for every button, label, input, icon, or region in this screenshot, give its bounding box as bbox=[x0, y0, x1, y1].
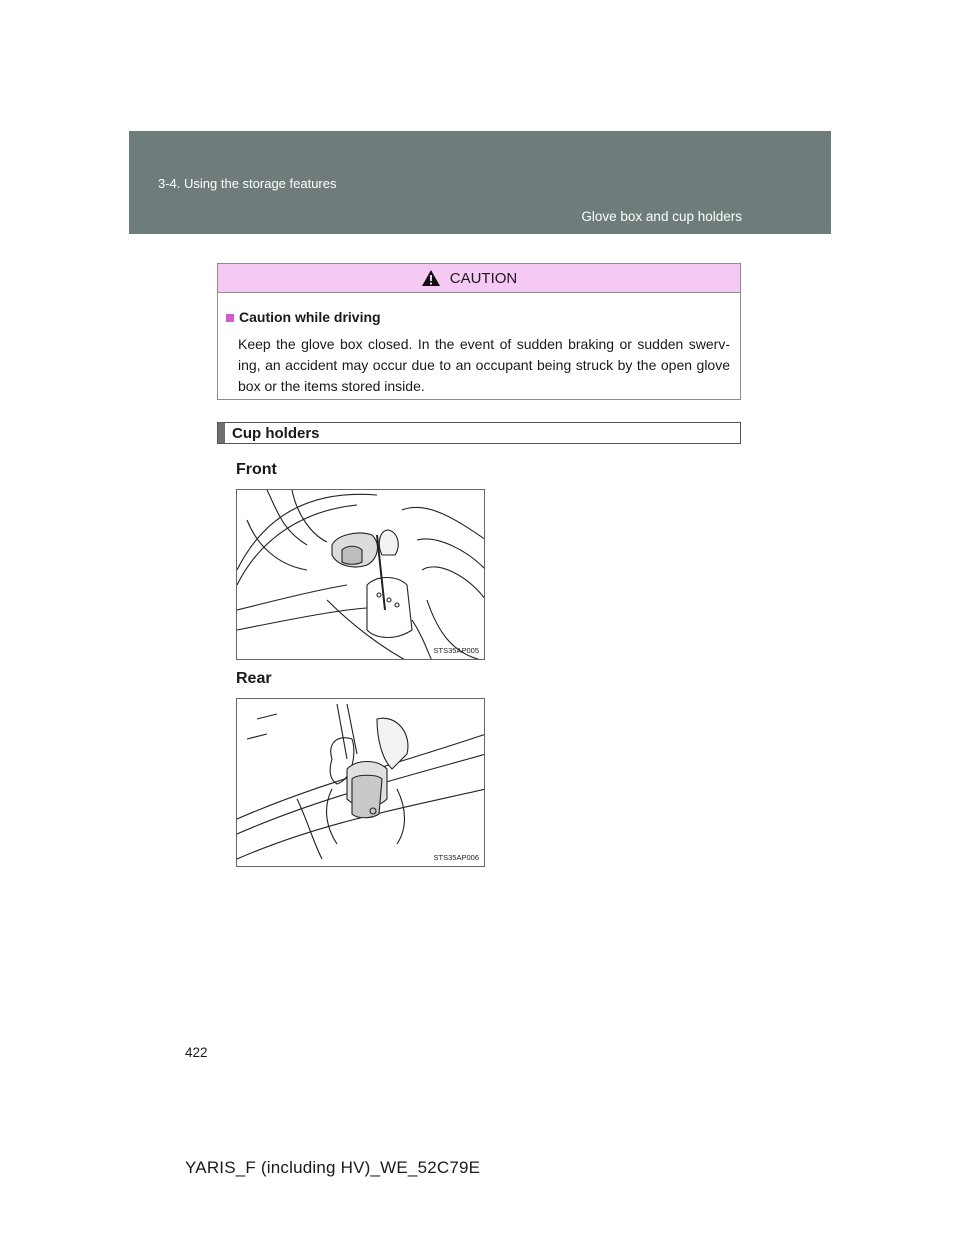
caution-box bbox=[217, 263, 741, 400]
page-title: Glove box and cup holders bbox=[581, 209, 742, 224]
rear-figure-code: STS35AP006 bbox=[433, 853, 479, 862]
caution-text: Keep the glove box closed. In the event of sudden braking or sudden swerv-ing, an accident may occur due to an occupant being struck by the open glove box or the items stored inside. bbox=[238, 336, 730, 394]
page-header bbox=[129, 131, 831, 234]
rear-cup-holder-drawing bbox=[237, 699, 485, 867]
section-title: Cup holders bbox=[232, 424, 320, 442]
caution-header bbox=[218, 264, 740, 293]
front-label: Front bbox=[236, 461, 277, 478]
page-number: 422 bbox=[185, 1045, 208, 1060]
section-heading-marker bbox=[218, 423, 225, 443]
caution-body bbox=[218, 293, 740, 397]
rear-label: Rear bbox=[236, 670, 272, 687]
caution-subheading-text: Caution while driving bbox=[239, 309, 381, 325]
section-label: 3-4. Using the storage features bbox=[158, 176, 337, 191]
warning-icon bbox=[421, 269, 441, 287]
document-footer: YARIS_F (including HV)_WE_52C79E bbox=[185, 1158, 481, 1177]
front-cup-holder-illustration bbox=[236, 489, 485, 660]
caution-heading: CAUTION bbox=[449, 269, 518, 287]
square-bullet-icon bbox=[226, 314, 234, 322]
rear-cup-holder-illustration bbox=[236, 698, 485, 867]
front-cup-holder-drawing bbox=[237, 490, 485, 660]
front-figure-code: STS35AP005 bbox=[433, 646, 479, 655]
caution-subheading bbox=[226, 307, 730, 328]
section-heading-bar bbox=[217, 422, 741, 444]
